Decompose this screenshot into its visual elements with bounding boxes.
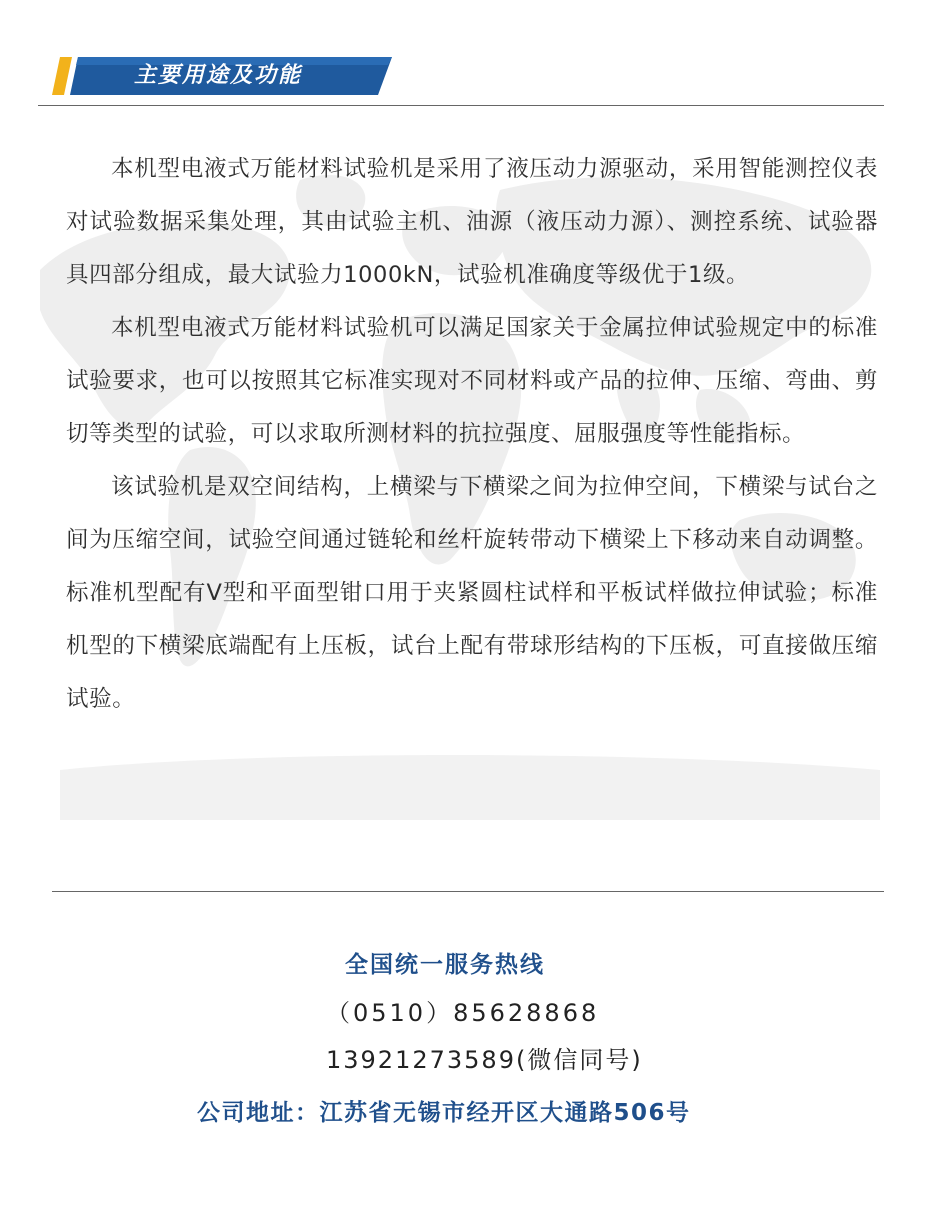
section-header: [52, 57, 392, 95]
paragraph-overview: 本机型电液式万能材料试验机是采用了液压动力源驱动，采用智能测控仪表对试验数据采集处理，其由试验主机、油源（液压动力源）、测控系统、试验器具四部分组成，最大试验力1000kN，试验机准确度等级优于1级。: [66, 156, 878, 288]
top-divider: [38, 105, 884, 106]
bottom-divider: [52, 891, 884, 892]
paragraph-structure: 该试验机是双空间结构，上横梁与下横梁之间为拉伸空间，下横梁与试台之间为压缩空间，试验空间通过链轮和丝杆旋转带动下横梁上下移动来自动调整。标准机型配有V型和平面型钳口用于夹紧圆柱试样和平板试样做拉伸试验；标准机型的下横梁底端配有上压板，试台上配有带球形结构的下压板，可直接做压缩试验。: [66, 474, 878, 712]
company-address: 公司地址：江苏省无锡市经开区大通路506号: [197, 1100, 691, 1126]
phone-landline: （0510）85628868: [326, 999, 600, 1027]
hotline-title: 全国统一服务热线: [345, 952, 545, 978]
section-title: 主要用途及功能: [134, 63, 303, 88]
paragraph-standards: 本机型电液式万能材料试验机可以满足国家关于金属拉伸试验规定中的标准试验要求，也可以按照其它标准实现对不同材料或产品的拉伸、压缩、弯曲、剪切等类型的试验，可以求取所测材料的抗拉强度、屈服强度等性能指标。: [66, 315, 878, 447]
description-body: [66, 143, 878, 726]
phone-mobile: 13921273589(微信同号): [326, 1046, 643, 1074]
